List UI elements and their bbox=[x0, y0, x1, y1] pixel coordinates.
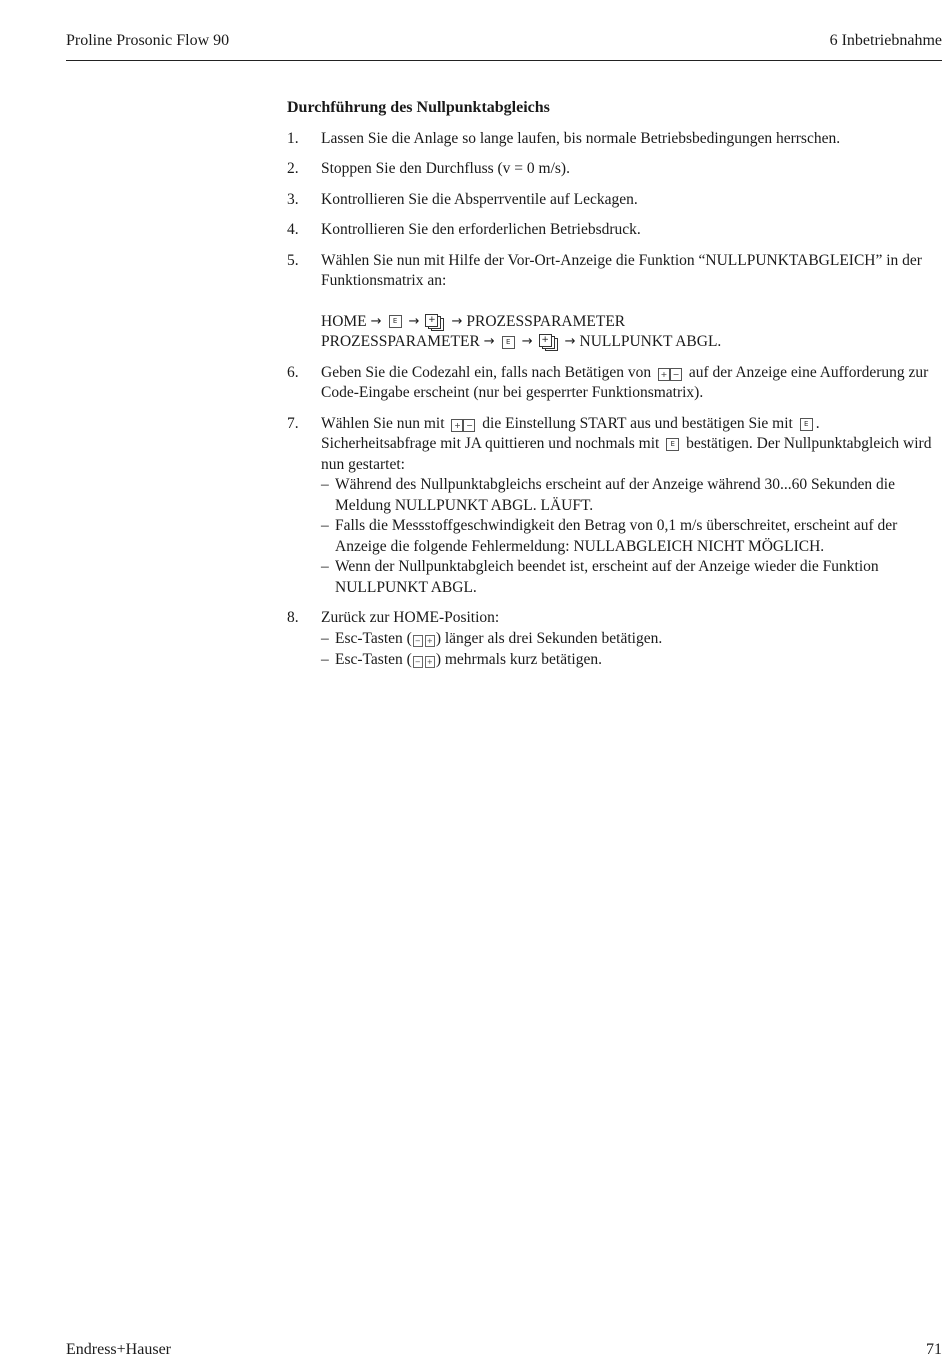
step-text: Lassen Sie die Anlage so lange laufen, bis normale Betriebsbedingungen herrschen. bbox=[321, 129, 841, 147]
arrow-icon: → bbox=[483, 334, 495, 349]
arrow-icon: → bbox=[408, 313, 420, 329]
plus-key-stack-icon: + bbox=[425, 314, 445, 330]
step-text: die Einstellung START aus und bestätigen Sie mit bbox=[482, 414, 793, 432]
nav-start: PROZESSPARAMETER bbox=[321, 333, 480, 350]
step-text: Kontrollieren Sie den erforderlichen Betriebsdruck. bbox=[321, 221, 641, 238]
bullet-text: ) mehrmals kurz betätigen. bbox=[435, 650, 602, 668]
step-text: bestätigen. Der Nullpunktabgleich wird nun gestartet: bbox=[321, 435, 932, 473]
plus-minus-keys-icon: + − bbox=[451, 414, 475, 435]
bullet-text: Esc-Tasten ( bbox=[335, 629, 412, 647]
bullet-text: Falls die Messstoffgeschwindigkeit den Betrag von 0,1 m/s überschreitet, erscheint auf der Anzeige die folgende Fehlermeldung: NULLABGLEICH NICHT MÖGLICH. bbox=[335, 517, 898, 555]
dash-bullet: – bbox=[321, 650, 329, 668]
step-4 bbox=[287, 220, 942, 241]
step-7 bbox=[287, 414, 942, 599]
bullet-text: Wenn der Nullpunktabgleich beendet ist, erscheint auf der Anzeige wieder die Funktion NULLPUNKT ABGL. bbox=[335, 558, 879, 596]
step-number: 7. bbox=[287, 414, 299, 432]
step-number: 6. bbox=[287, 363, 299, 381]
step-2 bbox=[287, 159, 942, 180]
step-6 bbox=[287, 363, 942, 404]
list-item bbox=[321, 650, 942, 671]
step-text: Kontrollieren Sie die Absperrventile auf Leckagen. bbox=[321, 190, 638, 208]
step-text: Sicherheitsabfrage mit JA quittieren und nochmals mit bbox=[321, 435, 660, 453]
step-text: Wählen Sie nun mit bbox=[321, 414, 445, 432]
list-item bbox=[321, 557, 942, 598]
step-text: Geben Sie die Codezahl ein, falls nach Betätigen von bbox=[321, 363, 652, 381]
dash-bullet: – bbox=[321, 517, 329, 535]
list-item bbox=[321, 629, 942, 650]
step-text: Stoppen Sie den Durchfluss (v = 0 m/s). bbox=[321, 160, 570, 177]
bullet-text: Esc-Tasten ( bbox=[335, 650, 412, 668]
arrow-icon: → bbox=[451, 313, 463, 329]
nav-end: NULLPUNKT ABGL. bbox=[579, 333, 722, 350]
step-1 bbox=[287, 129, 942, 150]
arrow-icon: → bbox=[521, 334, 533, 349]
esc-keys-icon: − + bbox=[412, 629, 436, 650]
nav-end: PROZESSPARAMETER bbox=[466, 312, 626, 330]
step-8 bbox=[287, 608, 942, 670]
step-number: 8. bbox=[287, 609, 299, 627]
arrow-icon: → bbox=[564, 334, 576, 349]
step-number: 5. bbox=[287, 251, 299, 269]
header-product: Proline Prosonic Flow 90 bbox=[66, 32, 230, 49]
page-number: 71 bbox=[926, 1341, 942, 1358]
main-content bbox=[287, 98, 942, 680]
esc-keys-icon: − + bbox=[412, 650, 436, 671]
page-header bbox=[66, 32, 942, 61]
step-text: Zurück zur HOME-Position: bbox=[321, 609, 500, 627]
nav-line-1 bbox=[321, 312, 942, 333]
step-number: 3. bbox=[287, 190, 299, 208]
step-text: Wählen Sie nun mit Hilfe der Vor-Ort-Anzeige die Funktion “NULLPUNKTABGLEICH” in der Funktionsmatrix an: bbox=[321, 251, 922, 289]
nav-start: HOME bbox=[321, 312, 367, 330]
dash-bullet: – bbox=[321, 558, 329, 576]
step-3 bbox=[287, 190, 942, 211]
e-key-icon: E bbox=[389, 315, 402, 328]
e-key-icon: E bbox=[502, 336, 515, 349]
step-number: 1. bbox=[287, 129, 299, 147]
list-item bbox=[321, 475, 942, 516]
nav-line-2 bbox=[321, 332, 942, 353]
e-key-icon: E bbox=[800, 418, 813, 431]
step-text: . bbox=[815, 414, 820, 432]
plus-key-stack-icon: + bbox=[539, 334, 559, 350]
step-number: 2. bbox=[287, 160, 299, 177]
step-text: auf der Anzeige eine Aufforderung zur Code-Eingabe erscheint (nur bei gesperrter Funktionsmatrix). bbox=[321, 363, 929, 402]
list-item bbox=[321, 516, 942, 557]
e-key-icon: E bbox=[666, 438, 679, 451]
step-5 bbox=[287, 251, 942, 353]
bullet-text: ) länger als drei Sekunden betätigen. bbox=[435, 629, 663, 647]
bullet-text: Während des Nullpunktabgleichs erscheint auf der Anzeige während 30...60 Sekunden die Meldung NULLPUNKT ABGL. LÄUFT. bbox=[335, 476, 895, 514]
step-number: 4. bbox=[287, 221, 299, 238]
section-title: Durchführung des Nullpunktabgleichs bbox=[287, 99, 550, 116]
plus-minus-keys-icon: + − bbox=[658, 363, 682, 384]
dash-bullet: – bbox=[321, 629, 329, 647]
header-chapter: 6 Inbetriebnahme bbox=[829, 32, 942, 49]
navigation-path bbox=[321, 312, 942, 353]
footer-brand: Endress+Hauser bbox=[66, 1341, 171, 1358]
dash-bullet: – bbox=[321, 476, 329, 494]
arrow-icon: → bbox=[370, 313, 382, 329]
